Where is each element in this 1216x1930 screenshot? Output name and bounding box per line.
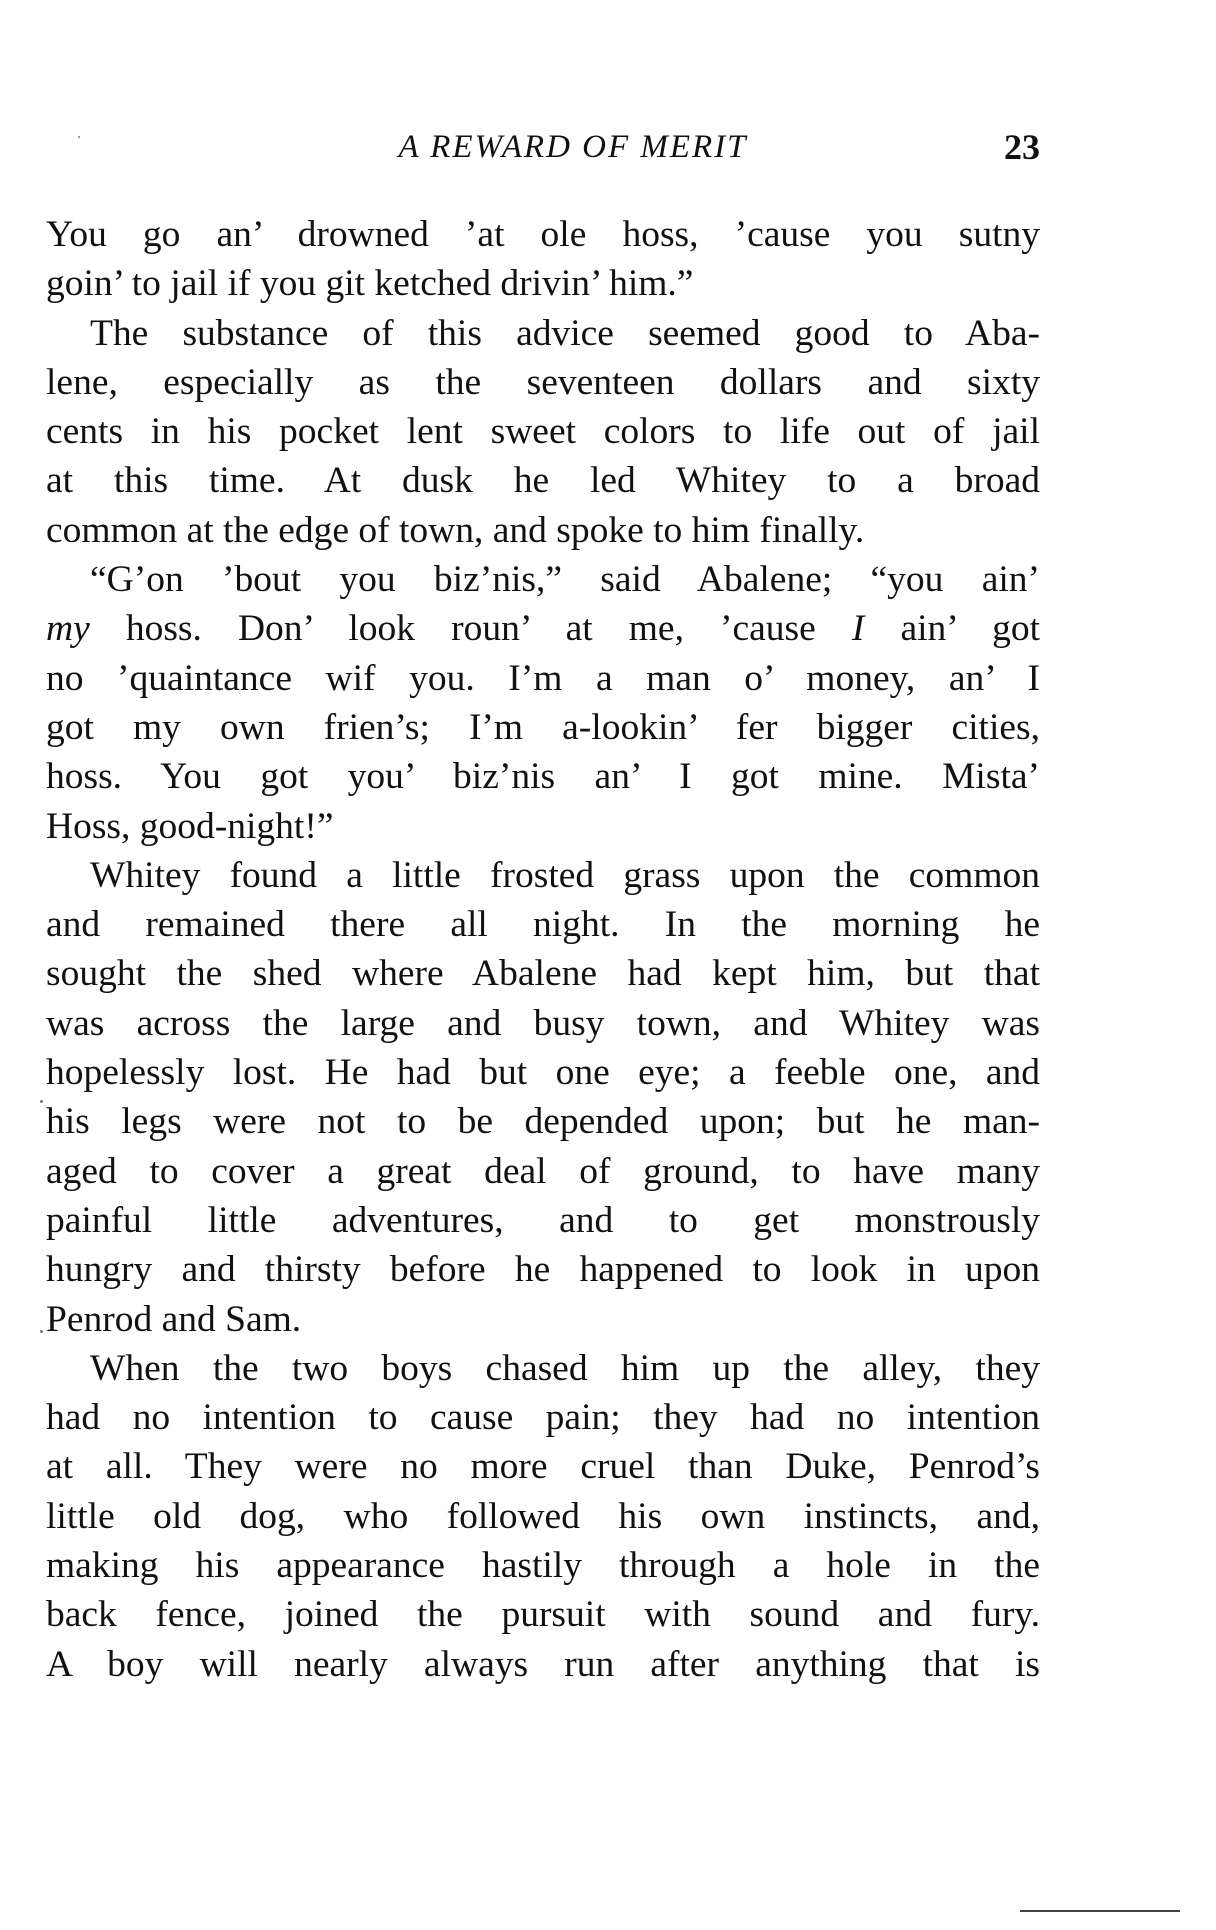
text-line: lene, especially as the seventeen dollars and sixty — [46, 361, 1040, 403]
body-text — [46, 210, 1040, 1689]
text-line: The substance of this advice seemed good to Aba- — [90, 312, 1040, 354]
scan-speck — [40, 1330, 43, 1333]
text-line: hoss. You got you’ biz’nis an’ I got mine. Mista’ — [46, 756, 1040, 798]
text-line: Hoss, good-night!” — [46, 805, 334, 847]
text-line: Whitey found a little frosted grass upon the common — [90, 854, 1040, 896]
text-line: A boy will nearly always run after anything that is — [46, 1643, 1040, 1685]
text-line: cents in his pocket lent sweet colors to life out of jail — [46, 411, 1040, 453]
emphasized-word: my — [46, 608, 90, 650]
scan-speck — [40, 1100, 43, 1103]
text-line: back fence, joined the pursuit with sound and fury. — [46, 1594, 1040, 1636]
text-line: no ’quaintance wif you. I’m a man o’ money, an’ I — [46, 657, 1040, 699]
text-line: at this time. At dusk he led Whitey to a broad — [46, 460, 1040, 502]
text-line: When the two boys chased him up the alley, they — [90, 1347, 1040, 1389]
text-line: and remained there all night. In the morning he — [46, 904, 1040, 946]
text-line: at all. They were no more cruel than Duke, Penrod’s — [46, 1446, 1040, 1488]
text-line: You go an’ drowned ’at ole hoss, ’cause you sutny — [46, 214, 1040, 255]
text-line: hungry and thirsty before he happened to look in upon — [46, 1249, 1040, 1291]
text-line: was across the large and busy town, and Whitey was — [46, 1002, 1040, 1044]
page-number: 23 — [1004, 127, 1040, 167]
emphasized-word: I — [851, 608, 865, 650]
text-line: sought the shed where Abalene had kept him, but that — [46, 953, 1040, 995]
text-line: Penrod and Sam. — [46, 1298, 302, 1340]
scan-speck — [78, 136, 80, 138]
text-line: had no intention to cause pain; they had no intention — [46, 1397, 1040, 1439]
text-run: ain’ got — [864, 608, 1040, 650]
running-title: A REWARD OF MERIT — [398, 129, 748, 165]
text-line: little old dog, who followed his own instincts, and, — [46, 1495, 1040, 1537]
text-line: painful little adventures, and to get monstrously — [46, 1199, 1040, 1241]
text-line: making his appearance hastily through a hole in the — [46, 1545, 1040, 1587]
text-line: got my own frien’s; I’m a-lookin’ fer bigger cities, — [46, 706, 1040, 748]
running-head — [46, 122, 1040, 172]
text-line: his legs were not to be depended upon; but he man- — [46, 1101, 1040, 1143]
text-run: hoss. Don’ look roun’ at me, ’cause — [89, 608, 852, 650]
text-line — [46, 604, 1040, 653]
text-line: goin’ to jail if you git ketched drivin’ him.” — [46, 263, 694, 305]
text-line: common at the edge of town, and spoke to him finally. — [46, 509, 865, 551]
text-line: aged to cover a great deal of ground, to have many — [46, 1150, 1040, 1192]
text-line: “G’on ’bout you biz’nis,” said Abalene; “you ain’ — [90, 559, 1040, 601]
scan-edge-mark — [1020, 1910, 1180, 1912]
text-line: hopelessly lost. He had but one eye; a feeble one, and — [46, 1052, 1040, 1094]
